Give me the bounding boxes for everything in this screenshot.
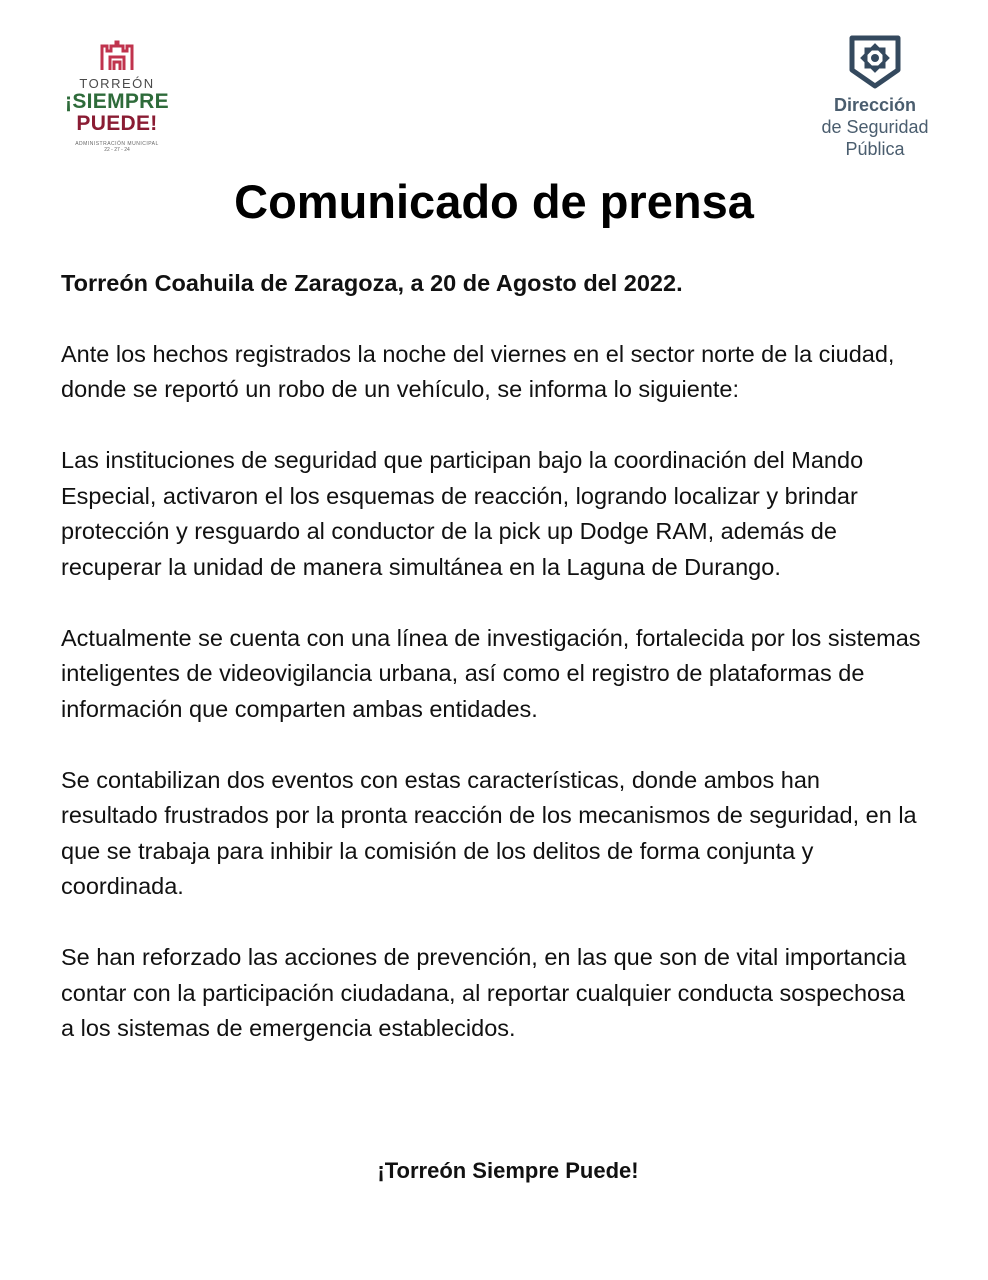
logo-administration-text: ADMINISTRACIÓN MUNICIPAL <box>75 141 159 147</box>
logo-slogan-line2: PUEDE! <box>76 112 158 135</box>
logo-years-text: 22 - 27 - 24 <box>104 147 130 153</box>
closing-slogan: ¡Torreón Siempre Puede! <box>377 1158 639 1183</box>
press-release-body <box>61 266 921 1082</box>
paragraph-3: Actualmente se cuenta con una línea de investigación, fortalecida por los sistemas inteligentes de videovigilancia urbana, así como el registro de plataformas de información que comparten ambas entidades. <box>61 624 921 722</box>
paragraph-4: Se contabilizan dos eventos con estas características, donde ambos han resultado frustrados por la pronta reacción de los mecanismos de seguridad, en la que se trabaja para inhibir la comisión de los delitos de forma conjunta y coordinada. <box>61 766 917 899</box>
paragraph-1: Ante los hechos registrados la noche del viernes en el sector norte de la ciudad, donde se reportó un robo de un vehículo, se informa lo siguiente: <box>61 340 895 402</box>
seguridad-publica-text: Dirección de Seguridad Pública <box>821 95 929 159</box>
logo-slogan-line1: ¡SIEMPRE <box>65 90 169 113</box>
page-title: Comunicado de prensa <box>234 175 754 228</box>
castle-icon <box>99 38 135 72</box>
torreon-logo <box>52 38 182 163</box>
paragraph-5: Se han reforzado las acciones de prevención, en las que son de vital importancia contar con la participación ciudadana, al reportar cualquier conducta sospechosa a los sistemas de emergencia establecidos. <box>61 944 907 1041</box>
paragraph-2: Las instituciones de seguridad que participan bajo la coordinación del Mando Especial, activaron el los esquemas de reacción, logrando localizar y brindar protección y resguardo al conductor de la pick up Dodge RAM, además de recuperar la unidad de manera simultánea en la Laguna de Durango. <box>61 447 864 580</box>
dateline: Torreón Coahuila de Zaragoza, a 20 de Agosto del 2022. <box>61 270 683 296</box>
logo-city-name: TORREÓN <box>79 76 155 91</box>
shield-star-icon <box>848 34 902 90</box>
seguridad-publica-logo <box>810 34 940 160</box>
